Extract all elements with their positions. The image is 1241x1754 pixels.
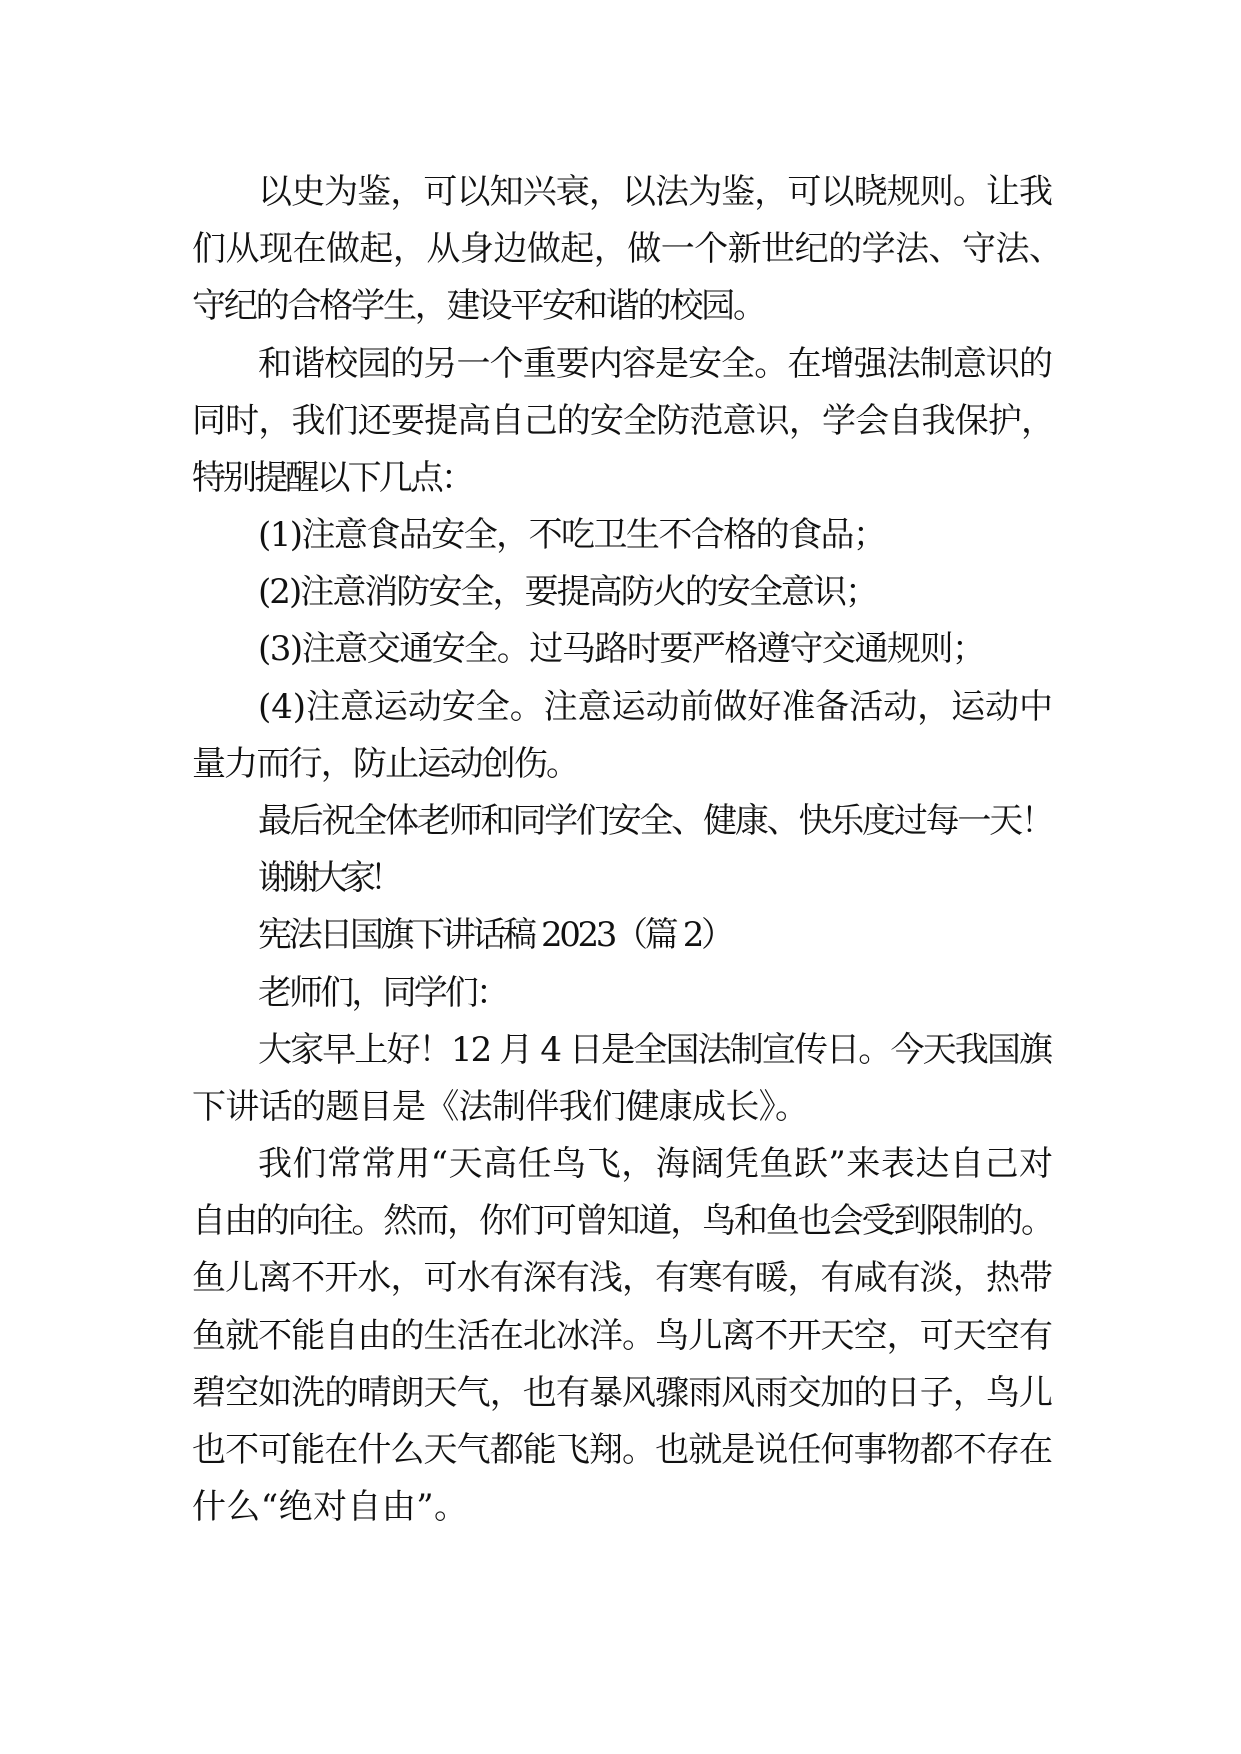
text-line: 鱼儿离不开水，可水有深有浅，有寒有暖，有咸有淡，热带 — [192, 1258, 1053, 1298]
text-line: 也不可能在什么天气都能飞翔。也就是说任何事物都不存在 — [192, 1430, 1053, 1470]
text-line: 我们常常用“天高任鸟飞，海阔凭鱼跃”来表达自己对 — [258, 1144, 1054, 1184]
text-line: 宪法日国旗下讲话稿 2023（篇 2） — [258, 915, 732, 955]
text-line: 碧空如洗的晴朗天气，也有暴风骤雨风雨交加的日子，鸟儿 — [192, 1373, 1053, 1413]
text-line: 老师们，同学们： — [258, 973, 508, 1013]
text-line: (4)注意运动安全。注意运动前做好准备活动，运动中 — [258, 687, 1053, 727]
text-line: 大家早上好！12 月 4 日是全国法制宣传日。今天我国旗 — [258, 1030, 1052, 1070]
text-line: 最后祝全体老师和同学们安全、健康、快乐度过每一天！ — [258, 801, 1053, 841]
text-line: 特别提醒以下几点： — [192, 458, 473, 498]
text-line: 守纪的合格学生，建设平安和谐的校园。 — [192, 286, 765, 326]
text-line: 和谐校园的另一个重要内容是安全。在增强法制意识的 — [258, 344, 1053, 384]
text-line: 谢谢大家！ — [258, 858, 398, 898]
text-line: 同时，我们还要提高自己的安全防范意识，学会自我保护， — [192, 401, 1055, 441]
text-line: 什么“绝对自由”。 — [192, 1487, 469, 1527]
text-line: (2)注意消防安全，要提高防火的安全意识； — [258, 572, 878, 612]
text-line: 们从现在做起，从身边做起，做一个新世纪的学法、守法、 — [192, 229, 1063, 269]
text-line: 鱼就不能自由的生活在北冰洋。鸟儿离不开天空，可天空有 — [192, 1316, 1053, 1356]
text-line: 下讲话的题目是《法制伴我们健康成长》。 — [192, 1087, 809, 1127]
text-line: (3)注意交通安全。过马路时要严格遵守交通规则； — [258, 629, 985, 669]
text-line: 量力而行，防止运动创伤。 — [192, 744, 579, 784]
text-line: (1)注意食品安全，不吃卫生不合格的食品； — [258, 515, 886, 555]
text-line: 自由的向往。然而，你们可曾知道，鸟和鱼也会受到限制的。 — [192, 1201, 1053, 1241]
text-line: 以史为鉴，可以知兴衰，以法为鉴，可以晓规则。让我 — [258, 172, 1053, 212]
